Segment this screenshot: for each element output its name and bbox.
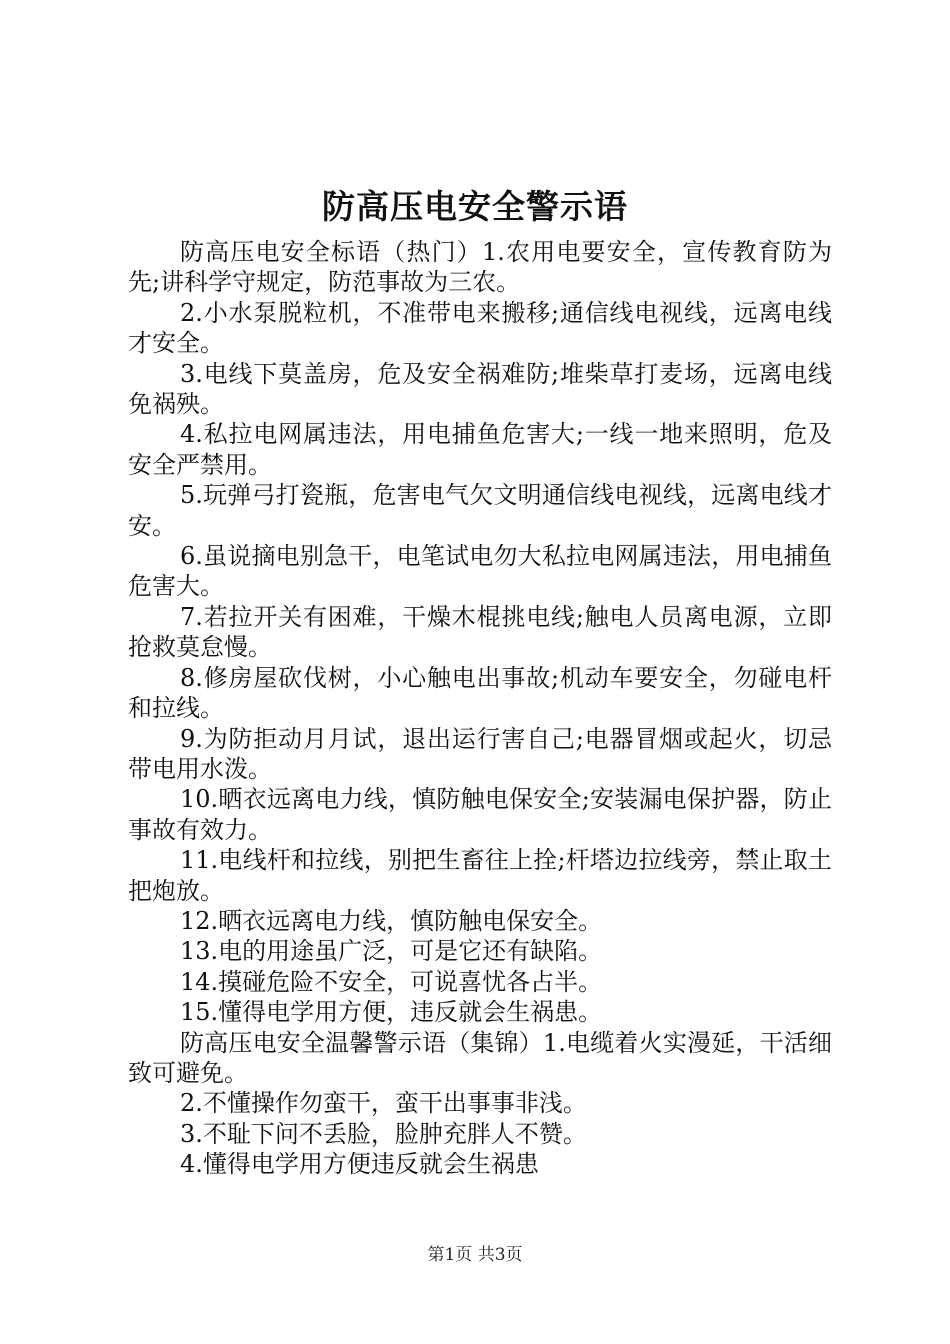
paragraph: 3.不耻下问不丢脸，脸肿充胖人不赞。 (180, 1119, 587, 1148)
paragraph: 2.不懂操作勿蛮干，蛮干出事事非浅。 (180, 1089, 587, 1118)
paragraph: 防高压电安全标语（热门）1.农用电要安全，宣传教育防为先;讲科学守规定，防范事故为三农。 (128, 238, 832, 297)
paragraph: 6.虽说摘电别急干，电笔试电勿大私拉电网属违法，用电捕鱼危害大。 (128, 542, 832, 601)
page-footer: 第1页 共3页 (427, 1245, 523, 1265)
paragraph: 9.为防拒动月月试，退出运行害自己;电器冒烟或起火，切忌带电用水泼。 (128, 724, 832, 783)
paragraph: 4.懂得电学用方便违反就会生祸患 (180, 1150, 539, 1179)
paragraph: 15.懂得电学用方便，违反就会生祸患。 (180, 998, 603, 1027)
paragraph: 10.晒衣远离电力线，慎防触电保安全;安装漏电保护器，防止事故有效力。 (128, 785, 832, 844)
document-body (128, 237, 832, 1180)
paragraph: 8.修房屋砍伐树，小心触电出事故;机动车要安全，勿碰电杆和拉线。 (128, 663, 832, 723)
paragraph: 11.电线杆和拉线，别把生畜往上拴;杆塔边拉线旁，禁止取土把炮放。 (128, 846, 832, 905)
paragraph: 14.摸碰危险不安全，可说喜忧各占半。 (180, 967, 603, 996)
paragraph: 13.电的用途虽广泛，可是它还有缺陷。 (180, 937, 603, 966)
paragraph: 3.电线下莫盖房，危及安全祸难防;堆柴草打麦场，远离电线免祸殃。 (128, 359, 832, 419)
paragraph: 7.若拉开关有困难，干燥木棍挑电线;触电人员离电源，立即抢救莫怠慢。 (128, 602, 832, 662)
document-title: 防高压电安全警示语 (322, 187, 628, 226)
paragraph: 12.晒衣远离电力线，慎防触电保安全。 (180, 906, 603, 935)
paragraph: 5.玩弹弓打瓷瓶，危害电气欠文明通信线电视线，远离电线才安。 (128, 481, 832, 540)
paragraph: 防高压电安全温馨警示语（集锦）1.电缆着火实漫延，干活细致可避免。 (128, 1028, 832, 1087)
paragraph: 2.小水泵脱粒机，不准带电来搬移;通信线电视线，远离电线才安全。 (128, 298, 832, 358)
paragraph: 4.私拉电网属违法，用电捕鱼危害大;一线一地来照明，危及安全严禁用。 (128, 420, 832, 479)
